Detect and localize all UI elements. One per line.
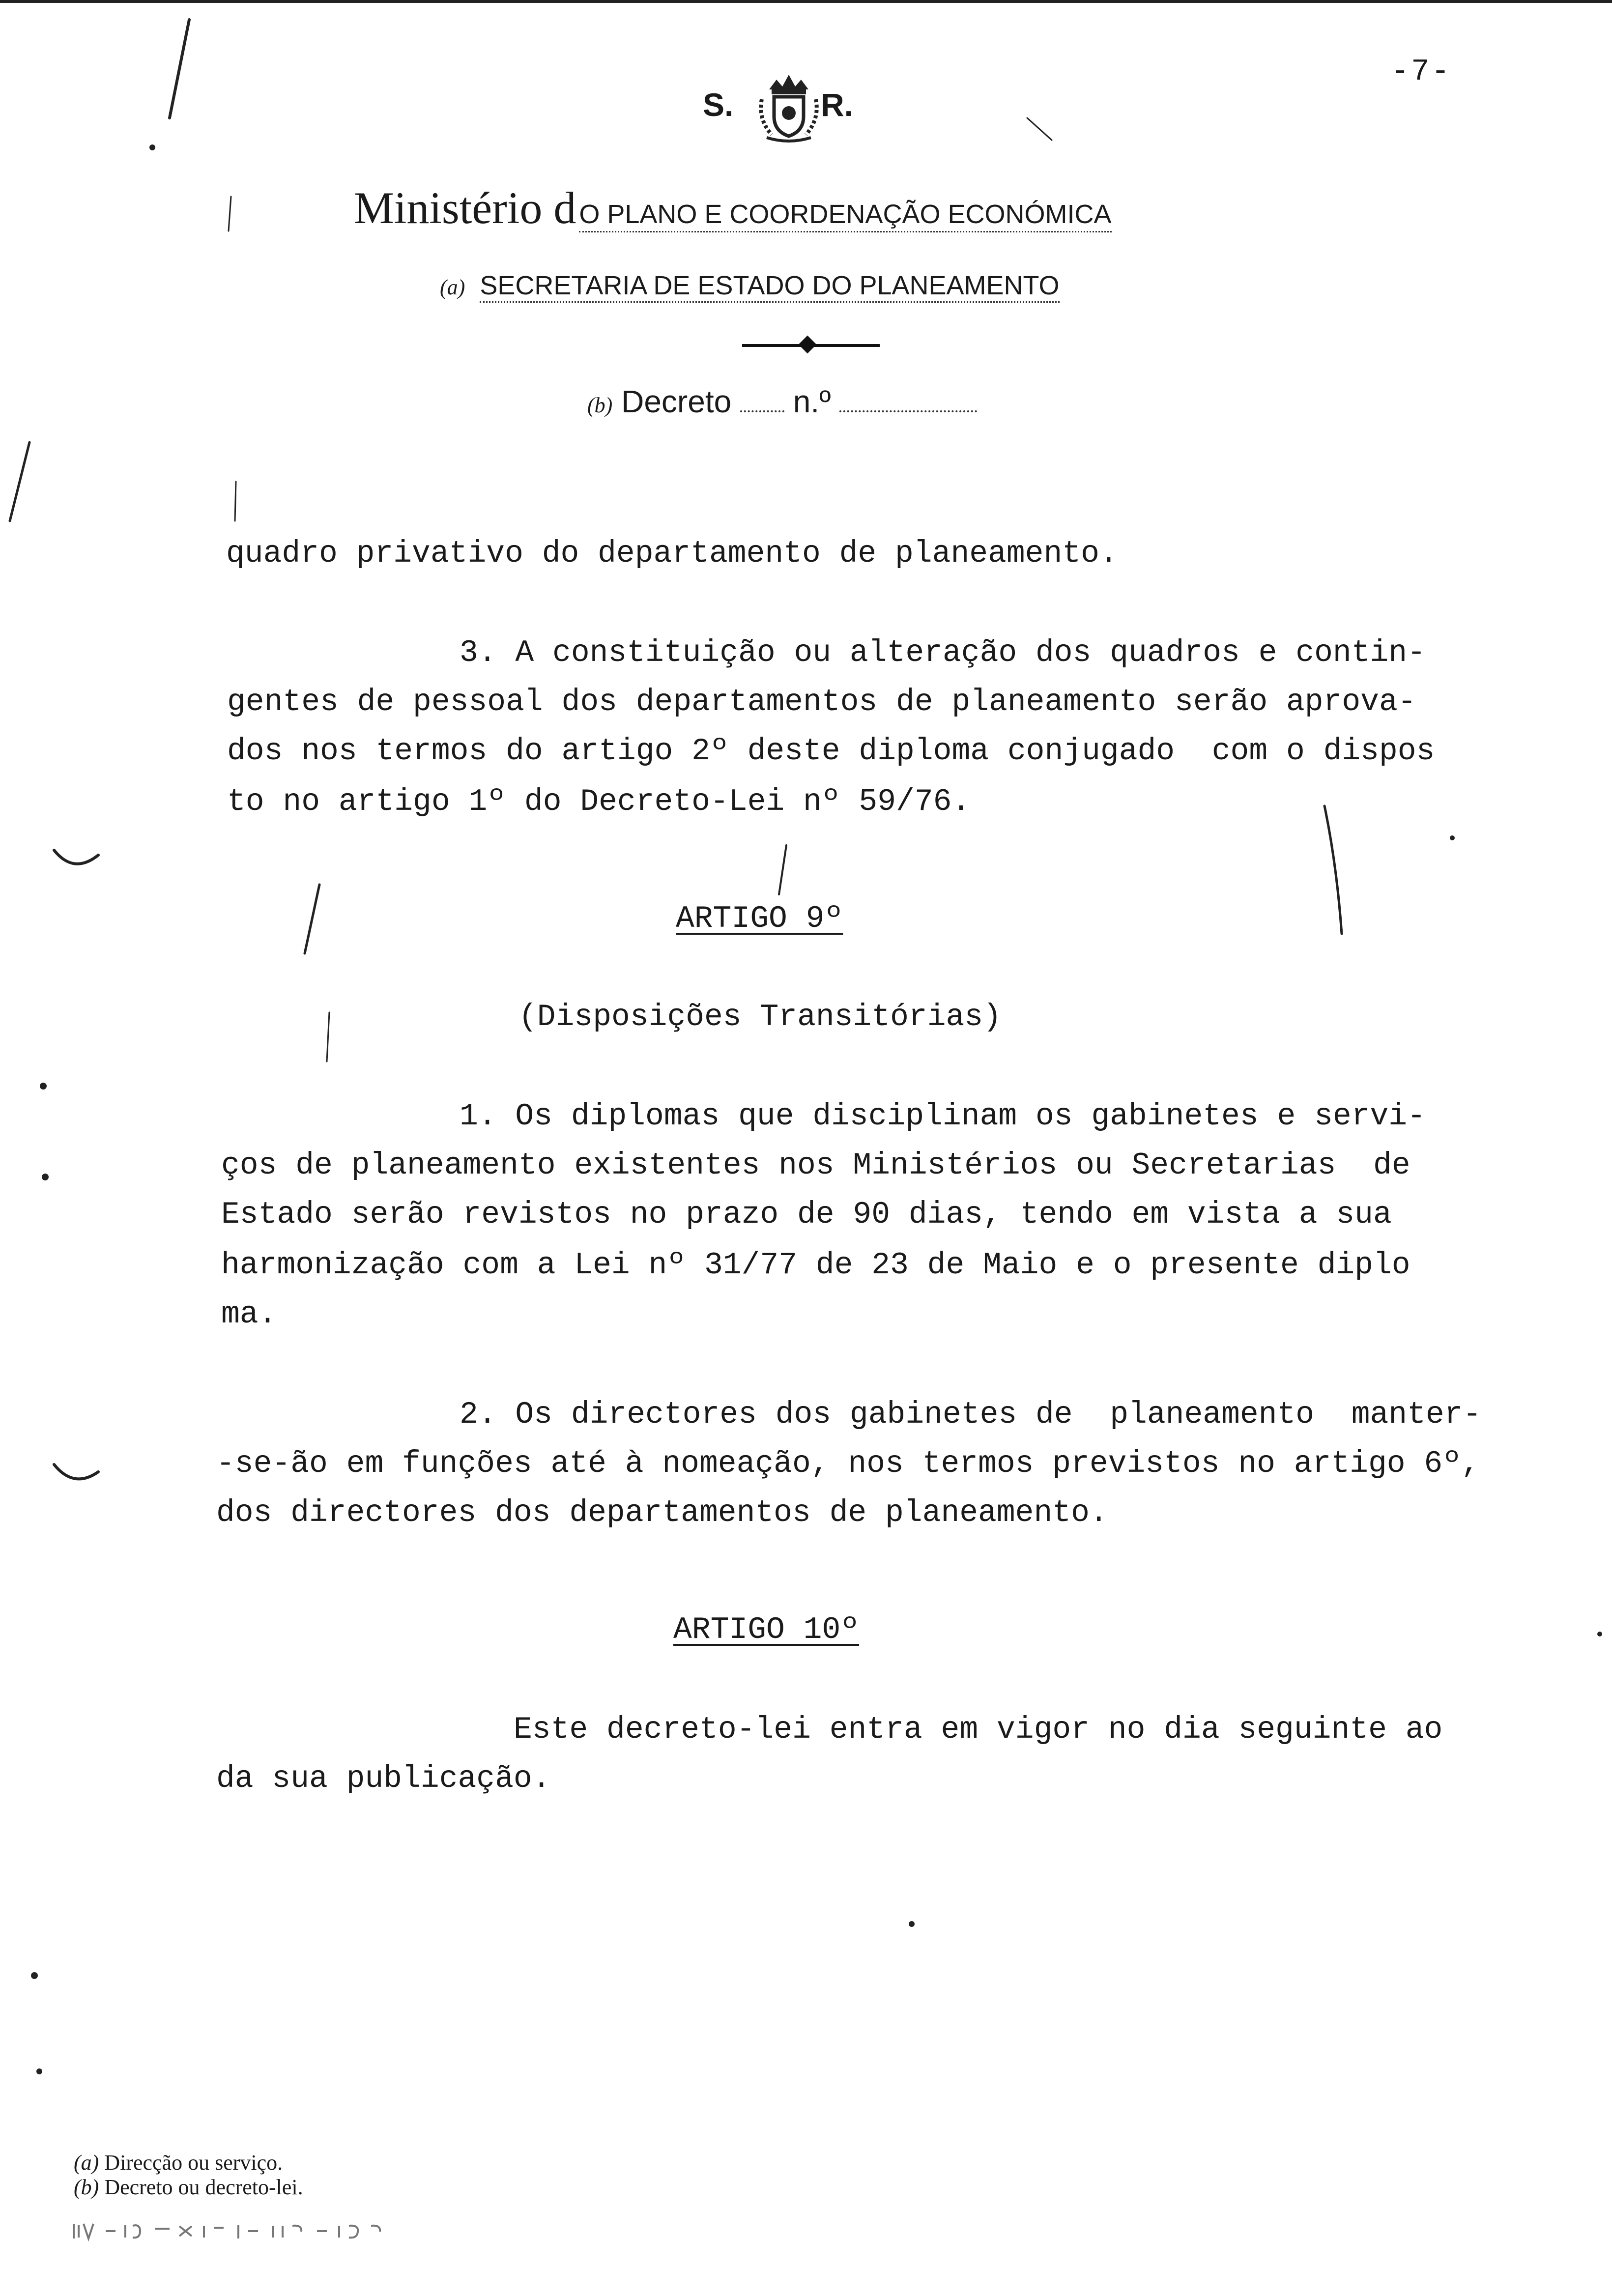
article-9-subtitle: (Disposições Transitórias): [518, 1000, 1002, 1034]
footnote-b-text: Decreto ou decreto-lei.: [104, 2175, 303, 2199]
paragraph-2-line-1: 2. Os directores dos gabinetes de planeamento manter-: [460, 1397, 1482, 1432]
letterhead-right-letter: R.: [821, 86, 853, 123]
ministry-label: Ministério d: [354, 183, 576, 233]
decree-number-label: n.º: [793, 384, 831, 419]
footnote-marker-a: (a): [440, 275, 465, 299]
paragraph-3-line-2: gentes de pessoal dos departamentos de planeamento serão aprova-: [227, 685, 1416, 719]
paragraph-1-line-1: 1. Os diplomas que disciplinam os gabinetes e servi-: [460, 1099, 1426, 1134]
paragraph-2-line-2: -se-ão em funções até à nomeação, nos termos previstos no artigo 6º,: [216, 1446, 1480, 1481]
paragraph-1-line-4: harmonização com a Lei nº 31/77 de 23 de Maio e o presente diplo: [221, 1248, 1410, 1283]
paragraph-1-line-2: ços de planeamento existentes nos Ministérios ou Secretarias de: [221, 1148, 1410, 1183]
paragraph-3-line-4: to no artigo 1º do Decreto-Lei nº 59/76.: [227, 784, 971, 819]
secretariat-name: SECRETARIA DE ESTADO DO PLANEAMENTO: [480, 271, 1059, 303]
footnote-a-text: Direcção ou serviço.: [104, 2151, 283, 2175]
footnote-a-marker: (a): [74, 2151, 99, 2175]
final-line-2: da sua publicação.: [216, 1761, 551, 1796]
paragraph-1-line-5: ma.: [221, 1297, 277, 1332]
ministry-name: O PLANO E COORDENAÇÃO ECONÓMICA: [579, 200, 1111, 232]
article-9-title: ARTIGO 9º: [676, 901, 843, 936]
decree-label: Decreto: [621, 384, 732, 419]
footnote-b-marker: (b): [74, 2175, 99, 2199]
page-number: -7-: [1391, 54, 1452, 89]
article-10-title: ARTIGO 10º: [673, 1612, 860, 1647]
paragraph-2-line-3: dos directores dos departamentos de planeamento.: [216, 1495, 1108, 1530]
paragraph-3-line-3: dos nos termos do artigo 2º deste diploma conjugado com o dispos: [227, 734, 1435, 769]
letterhead-left-letter: S.: [703, 86, 734, 123]
final-line-1: Este decreto-lei entra em vigor no dia seguinte ao: [514, 1712, 1443, 1747]
paragraph-1-line-3: Estado serão revistos no prazo de 90 dias, tendo em vista a sua: [221, 1197, 1392, 1232]
paragraph-3-line-1: 3. A constituição ou alteração dos quadros e contin-: [460, 635, 1426, 670]
body-line-quadro: quadro privativo do departamento de planeamento.: [226, 536, 1118, 571]
footnote-marker-b: (b): [587, 393, 613, 417]
